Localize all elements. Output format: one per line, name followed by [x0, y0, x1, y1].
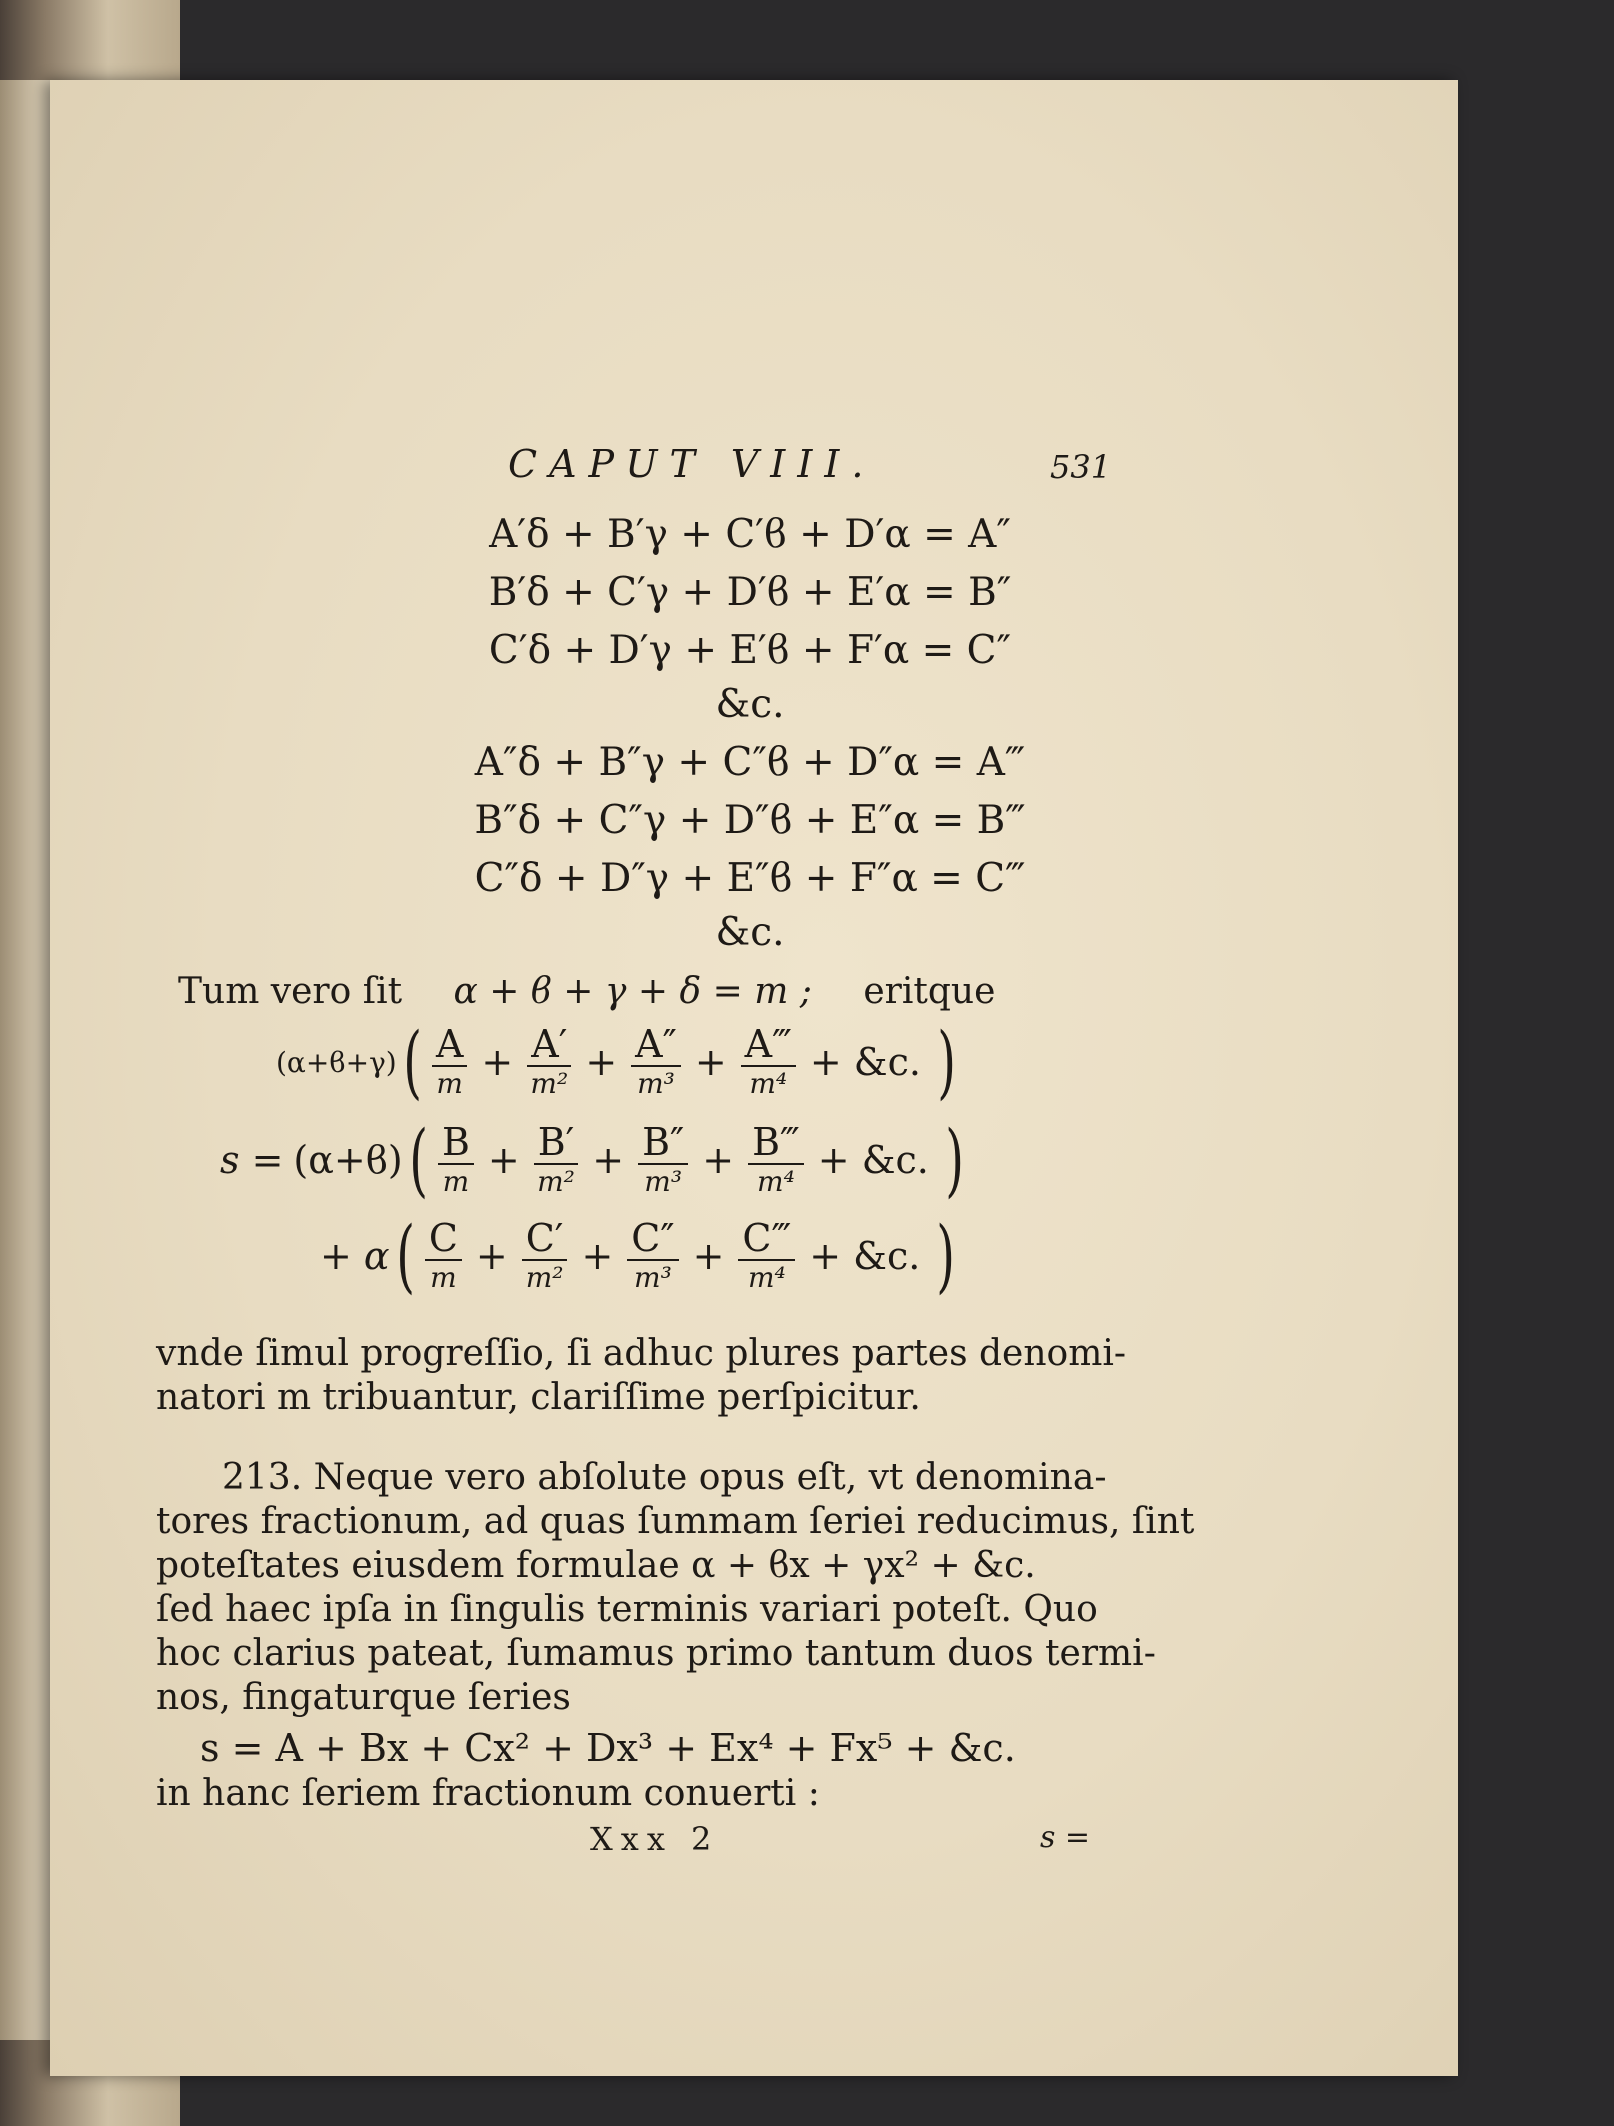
close-paren: ) — [945, 1113, 964, 1206]
sum-lhs: s = — [220, 1138, 284, 1182]
close-paren: ) — [937, 1015, 956, 1108]
signature-mark: Xxx 2 — [590, 1820, 720, 1858]
etc-line: &c. — [715, 910, 785, 955]
fraction: $\frac{C}{m}$ — [425, 1217, 462, 1295]
fraction: $\frac{A''}{\text{m³}}$ — [631, 1023, 681, 1101]
equation-line: A′δ + B′γ + C′ϐ + D′α = A″ — [489, 512, 1011, 557]
paragraph-line: in hanc ſeriem fractionum conuerti : — [156, 1773, 820, 1814]
tum-formula: α + ϐ + γ + δ = m ; — [453, 971, 812, 1012]
etc: + &c. — [809, 1040, 921, 1084]
fraction: $\frac{A‴}{\text{m⁴}}$ — [741, 1023, 796, 1101]
paragraph-line: poteſtates eiusdem formulae α + ϐx + γx² + &c. — [156, 1545, 1036, 1586]
paragraph-line: tores fractionum, ad quas ſummam ſeriei reducimus, ſint — [156, 1501, 1195, 1542]
fraction: $\frac{B'}{\text{m²}}$ — [534, 1121, 579, 1199]
sum-row-3-coef: + α — [320, 1234, 390, 1278]
running-title: CAPUT VIII. — [508, 442, 876, 486]
page-number: 531 — [1050, 448, 1112, 486]
fraction: $\frac{C‴}{\text{m⁴}}$ — [738, 1217, 795, 1295]
sum-row-2: s = (α+ϐ) ( $\frac{B}{m}$ + $\frac{B'}{\text{m²}}$ + $\frac{B''}{\text{m³}}$ + $\frac{B‴}{\text{m⁴}}$ + &c. ) — [220, 1113, 964, 1206]
equation-line: C′δ + D′γ + E′ϐ + F′α = C″ — [488, 628, 1012, 673]
equation-line: A″δ + B″γ + C″ϐ + D″α = A‴ — [474, 740, 1026, 785]
fraction: $\frac{B''}{\text{m³}}$ — [638, 1121, 688, 1199]
tum-line — [178, 970, 995, 1014]
paragraph-line: ſed haec ipſa in ſingulis terminis variari poteſt. Quo — [156, 1589, 1098, 1630]
etc-line: &c. — [715, 682, 785, 727]
open-paren: ( — [402, 1015, 422, 1108]
paragraph-line: nos, fingaturque ſeries — [156, 1677, 571, 1718]
fraction: $\frac{B}{m}$ — [438, 1121, 474, 1199]
paragraph-line: vnde ſimul progreſſio, ſi adhuc plures partes denomi- — [156, 1333, 1127, 1374]
etc: + &c. — [809, 1234, 921, 1278]
series-equation: s = A + Bx + Cx² + Dx³ + Ex⁴ + Fx⁵ + &c. — [200, 1726, 1016, 1770]
sum-row-3: + α ( $\frac{C}{m}$ + $\frac{C'}{\text{m²}}$ + $\frac{C''}{\text{m³}}$ + $\frac{C‴}{\text{m⁴}}$ + &c. ) — [320, 1209, 956, 1302]
equation-line: B′δ + C′γ + D′ϐ + E′α = B″ — [488, 570, 1012, 615]
sum-row-2-coef: (α+ϐ) — [293, 1138, 403, 1182]
etc: + &c. — [817, 1138, 929, 1182]
fraction: $\frac{C''}{\text{m³}}$ — [627, 1217, 678, 1295]
tum-tail: eritque — [863, 971, 996, 1012]
catchword: s = — [1040, 1820, 1091, 1855]
fraction: $\frac{B‴}{\text{m⁴}}$ — [748, 1121, 804, 1199]
paragraph-line: hoc clarius pateat, ſumamus primo tantum duos termi- — [156, 1633, 1156, 1674]
open-paren: ( — [395, 1209, 415, 1302]
book-page — [50, 80, 1458, 2076]
paragraph-line: natori m tribuantur, clariſſime perſpicitur. — [156, 1377, 921, 1418]
tum-lead: Tum vero ſit — [178, 971, 403, 1012]
equation-line: B″δ + C″γ + D″ϐ + E″α = B‴ — [474, 798, 1026, 843]
equation-line: C″δ + D″γ + E″ϐ + F″α = C‴ — [474, 856, 1026, 901]
sum-row-1: (α+ϐ+γ) ( $\frac{A}{m}$ + $\frac{A'}{\text{m²}}$ + $\frac{A''}{\text{m³}}$ + $\frac{A‴}{\text{m⁴}}$ + &c. ) — [276, 1015, 956, 1108]
paragraph-line: 213. Neque vero abſolute opus eſt, vt denomina- — [222, 1457, 1107, 1498]
fraction: $\frac{C'}{\text{m²}}$ — [522, 1217, 568, 1295]
sum-row-1-coef: (α+ϐ+γ) — [276, 1045, 397, 1079]
open-paren: ( — [408, 1113, 428, 1206]
fraction: $\frac{A'}{\text{m²}}$ — [527, 1023, 571, 1101]
close-paren: ) — [936, 1209, 956, 1302]
fraction: $\frac{A}{m}$ — [432, 1023, 467, 1101]
